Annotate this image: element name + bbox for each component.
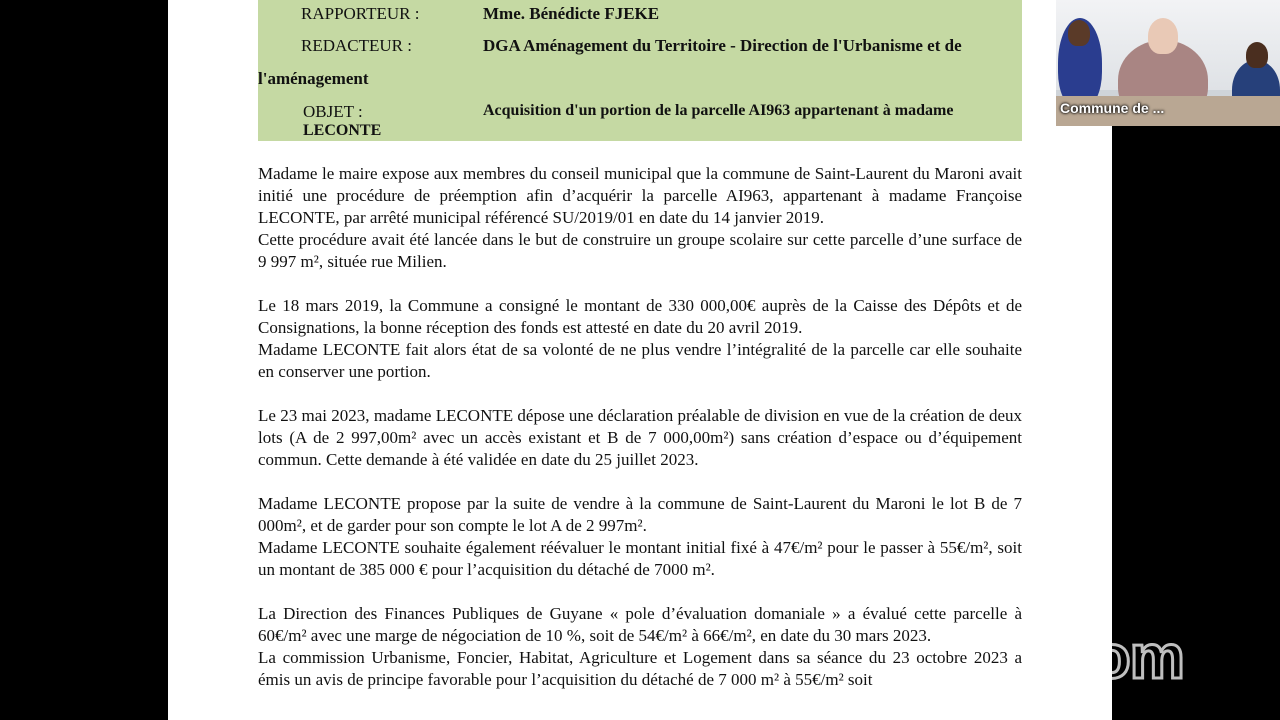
paragraph-block [258,493,1022,581]
participant-head-right [1246,42,1268,68]
document-page [168,0,1112,720]
participant-head-left [1068,20,1090,46]
paragraph: Le 23 mai 2023, madame LECONTE dépose une déclaration préalable de division en vue de la création de deux lots (A de 2 997,00m² avec un accès existant et B de 7 000,00m²) sans création d’espace ou d’équipement commun. Cette demande à été validée en date du 25 juillet 2023. [258,406,1022,469]
zoom-watermark-logo: zoom [1026,623,1184,692]
paragraph: Madame LECONTE fait alors état de sa volonté de ne plus vendre l’intégralité de la parcelle car elle souhaite en conserver une portion. [258,340,1022,381]
rapporteur-label: RAPPORTEUR : [301,4,420,23]
paragraph: Le 18 mars 2019, la Commune a consigné le montant de 330 000,00€ auprès de la Caisse des Dépôts et de Consignations, la bonne réception des fonds est attesté en date du 20 avril 2019. [258,296,1022,337]
paragraph: La Direction des Finances Publiques de Guyane « pole d’évaluation domaniale » a évalué cette parcelle à 60€/m² avec une marge de négociation de 10 %, soit de 54€/m² à 66€/m², en date du 30 mars 2023. [258,604,1022,645]
deliberation-header [258,0,1022,141]
objet-value: Acquisition d'un portion de la parcelle AI963 appartenant à madame [483,102,954,119]
paragraph: Madame LECONTE propose par la suite de vendre à la commune de Saint-Laurent du Maroni le lot B de 7 000m², et de garder pour son compte le lot A de 2 997m². [258,494,1022,535]
participant-video-tile[interactable] [1056,0,1280,126]
objet-value-continued: LECONTE [303,122,382,139]
redacteur-label: REDACTEUR : [301,36,412,55]
paragraph-block [258,405,1022,471]
participant-name-label: Commune de ... [1060,100,1165,116]
paragraph-block [258,603,1022,691]
rapporteur-value: Mme. Bénédicte FJEKE [483,4,660,23]
document-body [258,163,1022,691]
paragraph: Madame le maire expose aux membres du conseil municipal que la commune de Saint-Laurent du Maroni avait initié une procédure de préemption afin d’acquérir la parcelle AI963, appartenant à madame Françoise LECONTE, par arrêté municipal référencé SU/2019/01 en date du 14 janvier 2019. [258,164,1022,227]
paragraph: Madame LECONTE souhaite également réévaluer le montant initial fixé à 47€/m² pour le passer à 55€/m², soit un montant de 385 000 € pour l’acquisition du détaché de 7000 m². [258,538,1022,579]
redacteur-value-continued: l'aménagement [258,69,369,88]
participant-head-center [1148,18,1178,54]
paragraph: Cette procédure avait été lancée dans le but de construire un groupe scolaire sur cette parcelle d’une surface de 9 997 m², située rue Milien. [258,230,1022,271]
objet-label: OBJET : [303,102,363,121]
paragraph: La commission Urbanisme, Foncier, Habitat, Agriculture et Logement dans sa séance du 23 octobre 2023 a émis un avis de principe favorable pour l’acquisition du détaché de 7 000 m² à 55€/m² soit [258,648,1022,689]
redacteur-value: DGA Aménagement du Territoire - Direction de l'Urbanisme et de [483,36,962,55]
paragraph-block [258,163,1022,273]
paragraph-block [258,295,1022,383]
